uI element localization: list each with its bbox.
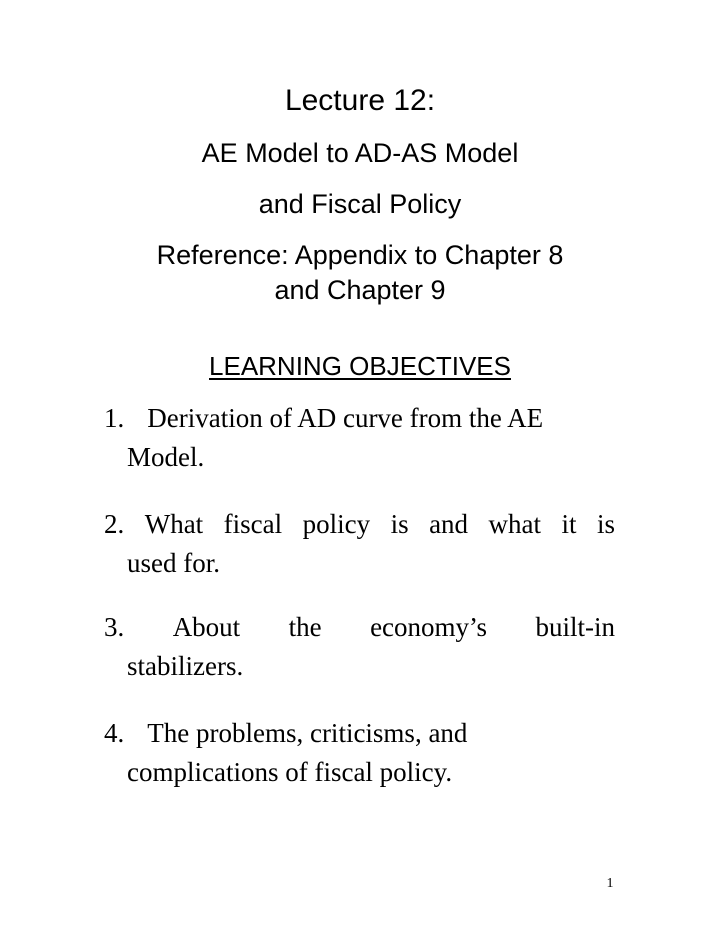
objective-2-word: it xyxy=(561,509,577,539)
objective-2-word: fiscal xyxy=(223,509,283,539)
objective-item-2 xyxy=(104,505,615,583)
objective-2-word: policy xyxy=(302,509,371,539)
objective-3-line-2: stabilizers. xyxy=(127,651,244,681)
objective-3-word: 3. xyxy=(104,612,125,642)
objective-2-word: and xyxy=(429,509,469,539)
objective-3-word: built-in xyxy=(535,612,615,642)
objective-1-line-1 xyxy=(104,399,615,438)
page-number: 1 xyxy=(606,876,614,891)
objective-2-word: what xyxy=(488,509,542,539)
objective-item-4 xyxy=(104,714,615,792)
reference-line-2: and Chapter 9 xyxy=(274,275,446,305)
objective-1-line-2: Model. xyxy=(127,442,205,472)
subtitle-line-2: and Fiscal Policy xyxy=(258,189,462,219)
objective-4-number: 4. xyxy=(104,718,125,748)
objective-3-line-1 xyxy=(104,608,615,647)
objective-2-word: 2. xyxy=(104,509,125,539)
objective-3-word: the xyxy=(288,612,322,642)
objectives-heading-text: LEARNING OBJECTIVES xyxy=(209,351,511,381)
objective-2-word: is xyxy=(390,509,409,539)
objective-4-line-2: complications of fiscal policy. xyxy=(127,757,453,787)
objective-3-word: About xyxy=(172,612,241,642)
lecture-title: Lecture 12: xyxy=(284,84,436,117)
objective-1-text: Derivation of AD curve from the AE xyxy=(147,403,544,433)
objective-2-word: What xyxy=(144,509,204,539)
objective-3-word: economy’s xyxy=(370,612,488,642)
objective-2-line-2: used for. xyxy=(127,548,220,578)
objective-4-line-1 xyxy=(104,714,615,753)
objective-1-number: 1. xyxy=(104,403,125,433)
objective-item-1 xyxy=(104,399,615,477)
objectives-heading xyxy=(0,351,720,382)
objective-item-3 xyxy=(104,608,615,686)
reference-line-1: Reference: Appendix to Chapter 8 xyxy=(156,240,564,270)
objective-2-word: is xyxy=(596,509,615,539)
objective-4-text: The problems, criticisms, and xyxy=(147,718,468,748)
subtitle-line-1: AE Model to AD-AS Model xyxy=(201,138,519,168)
objective-2-line-1 xyxy=(104,505,615,544)
